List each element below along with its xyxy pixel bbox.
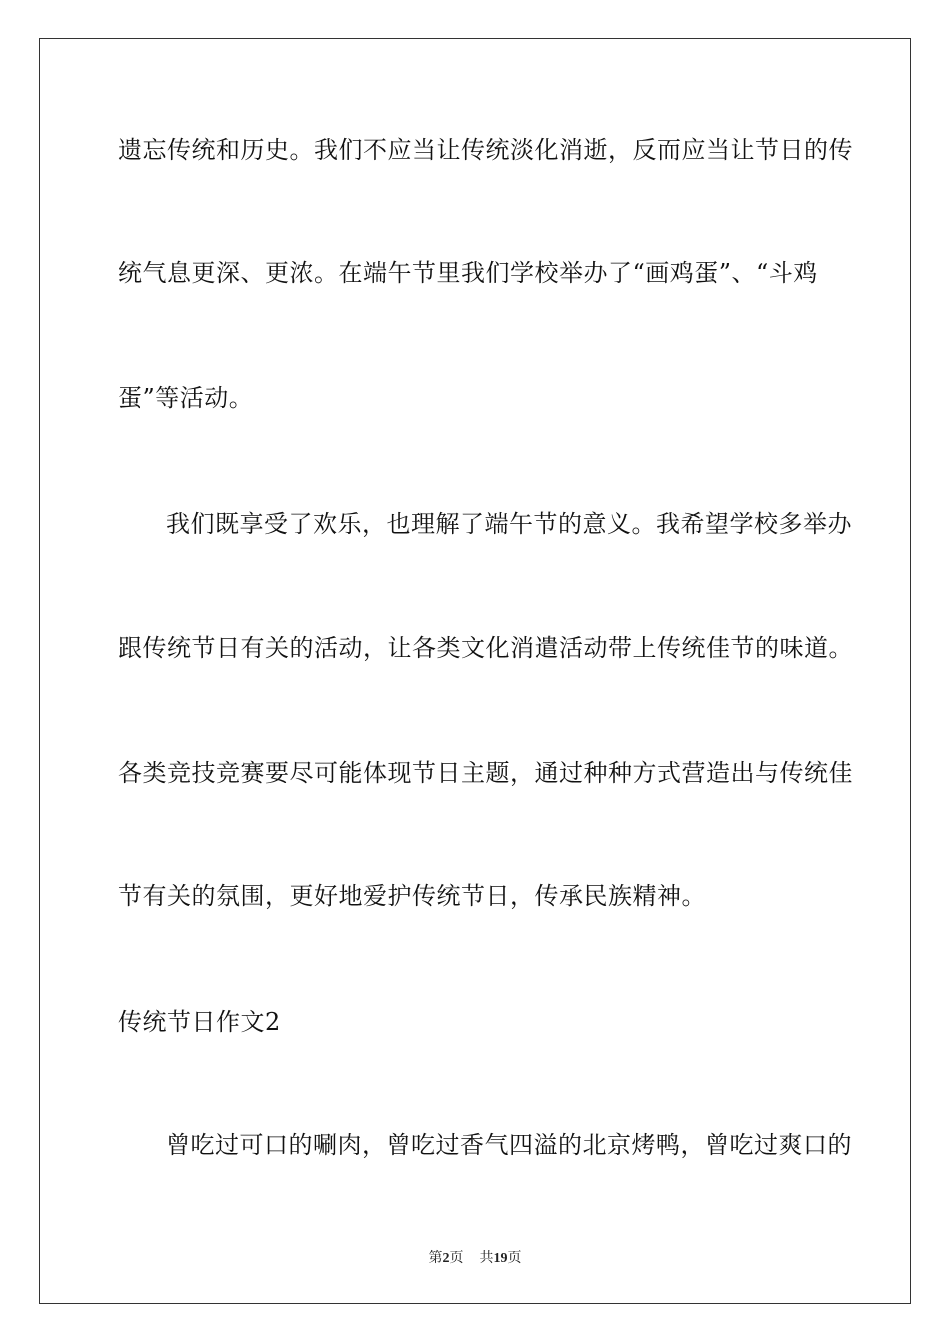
- page-border: [39, 38, 911, 1304]
- paragraph-2-line-4: 节有关的氛围，更好地爱护传统节日，传承民族精神。: [118, 882, 706, 910]
- total-pages: 19: [493, 1251, 508, 1266]
- paragraph-2-line-3: 各类竞技竞赛要尽可能体现节日主题，通过种种方式营造出与传统佳: [118, 759, 853, 787]
- page-number: 2: [442, 1251, 450, 1266]
- total-suffix: 页: [507, 1251, 522, 1266]
- paragraph-3-line-1: 曾吃过可口的唰肉，曾吃过香气四溢的北京烤鸭，曾吃过爽口的: [166, 1131, 852, 1159]
- paragraph-2-line-2: 跟传统节日有关的活动，让各类文化消遣活动带上传统佳节的味道。: [118, 634, 853, 662]
- paragraph-1-line-1: 遗忘传统和历史。我们不应当让传统淡化消逝，反而应当让节日的传: [118, 136, 853, 164]
- page-prefix: 第: [428, 1251, 443, 1266]
- paragraph-1-line-3: 蛋”等活动。: [118, 384, 254, 412]
- paragraph-2-line-1: 我们既享受了欢乐，也理解了端午节的意义。我希望学校多举办: [166, 510, 852, 538]
- section-heading: 传统节日作文2: [118, 1008, 281, 1036]
- paragraph-1-line-2: 统气息更深、更浓。在端午节里我们学校举办了“画鸡蛋”、“斗鸡: [118, 259, 818, 287]
- page-footer: [0, 1247, 950, 1267]
- total-prefix: 共: [479, 1251, 494, 1266]
- page-suffix: 页: [449, 1251, 464, 1266]
